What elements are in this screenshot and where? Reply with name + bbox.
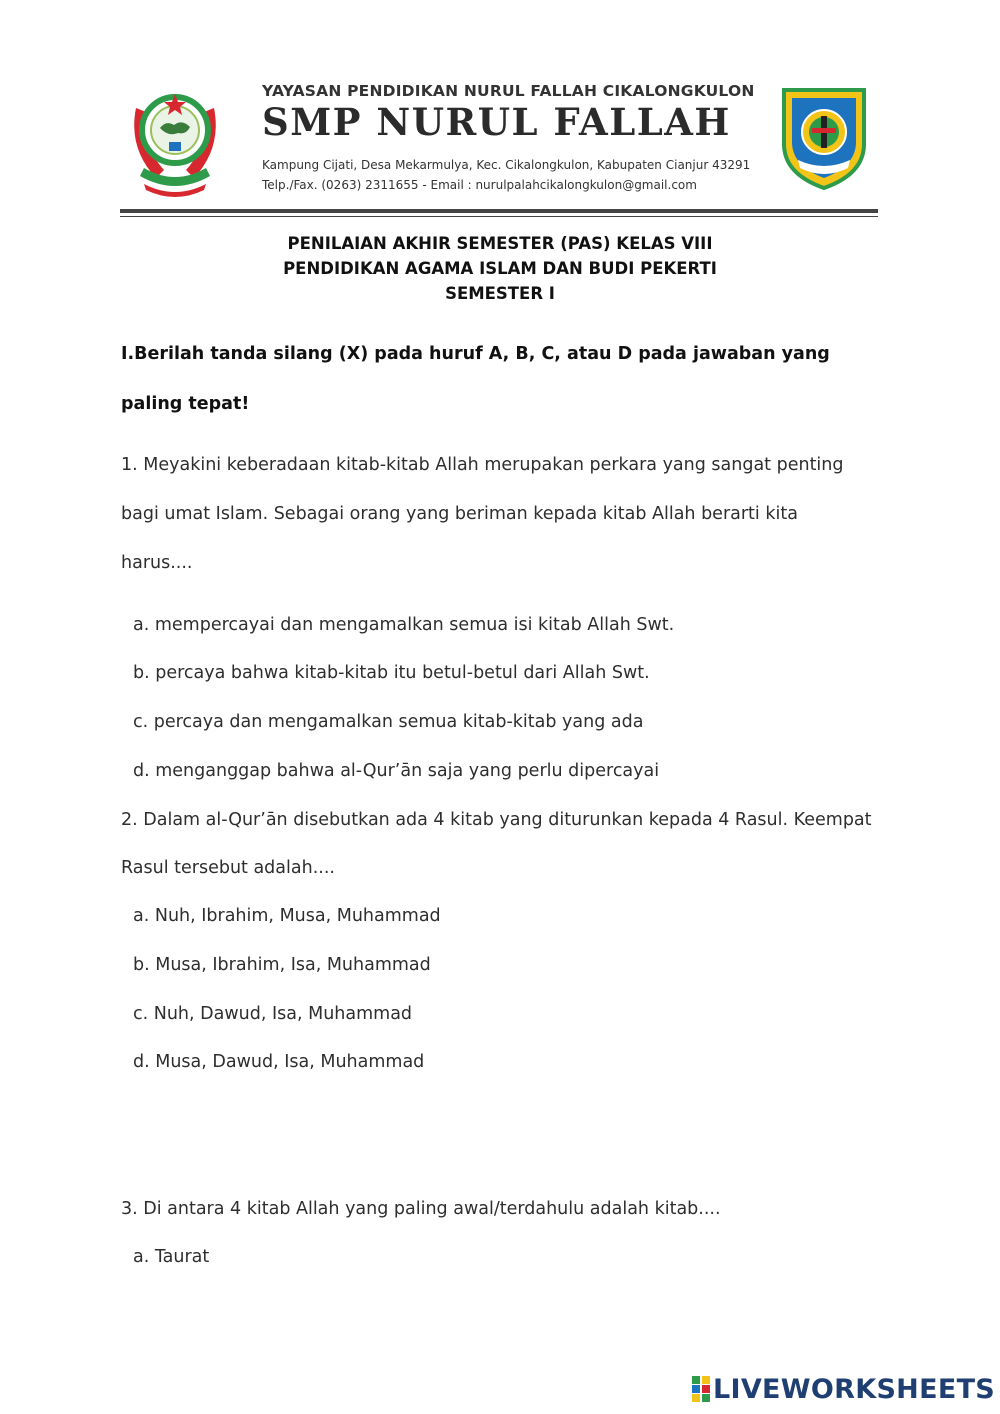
subject-title: PENDIDIKAN AGAMA ISLAM DAN BUDI PEKERTI	[283, 259, 717, 278]
question-3-option-a[interactable]: a. Taurat	[133, 1247, 210, 1267]
school-address: Kampung Cijati, Desa Mekarmulya, Kec. Cikalongkulon, Kabupaten Cianjur 43291	[262, 158, 751, 172]
question-2-option-d[interactable]: d. Musa, Dawud, Isa, Muhammad	[133, 1052, 425, 1072]
liveworksheets-text: LIVEWORKSHEETS	[713, 1373, 996, 1405]
question-1-text: harus....	[121, 553, 193, 573]
school-logo	[776, 82, 872, 192]
foundation-logo	[126, 78, 224, 198]
school-contact: Telp./Fax. (0263) 2311655 - Email : nurulpalahcikalongkulon@gmail.com	[262, 178, 697, 192]
question-2-option-c[interactable]: c. Nuh, Dawud, Isa, Muhammad	[133, 1004, 413, 1024]
liveworksheets-brand	[692, 1373, 995, 1405]
instruction-line: paling tepat!	[121, 394, 250, 414]
school-name: SMP NURUL FALLAH	[262, 100, 731, 144]
question-1-option-c[interactable]: c. percaya dan mengamalkan semua kitab-kitab yang ada	[133, 712, 644, 732]
semester-title: SEMESTER I	[445, 284, 555, 303]
instruction-line: I.Berilah tanda silang (X) pada huruf A, B, C, atau D pada jawaban yang	[121, 344, 830, 364]
question-2-text: 2. Dalam al-Qur’ān disebutkan ada 4 kitab yang diturunkan kepada 4 Rasul. Keempat	[121, 810, 872, 830]
liveworksheets-logo-icon	[692, 1376, 710, 1402]
question-2-option-b[interactable]: b. Musa, Ibrahim, Isa, Muhammad	[133, 955, 431, 975]
question-1-text: 1. Meyakini keberadaan kitab-kitab Allah merupakan perkara yang sangat penting	[121, 455, 844, 475]
question-1-option-d[interactable]: d. menganggap bahwa al-Qur’ān saja yang perlu dipercayai	[133, 761, 660, 781]
question-2-option-a[interactable]: a. Nuh, Ibrahim, Musa, Muhammad	[133, 906, 441, 926]
letterhead-rule-thin	[120, 216, 878, 217]
exam-title: PENILAIAN AKHIR SEMESTER (PAS) KELAS VIII	[287, 234, 713, 253]
question-3-text: 3. Di antara 4 kitab Allah yang paling awal/terdahulu adalah kitab....	[121, 1199, 721, 1219]
foundation-name: YAYASAN PENDIDIKAN NURUL FALLAH CIKALONGKULON	[262, 82, 755, 100]
question-1-option-a[interactable]: a. mempercayai dan mengamalkan semua isi kitab Allah Swt.	[133, 615, 675, 635]
question-2-text: Rasul tersebut adalah....	[121, 858, 335, 878]
question-1-option-b[interactable]: b. percaya bahwa kitab-kitab itu betul-betul dari Allah Swt.	[133, 663, 650, 683]
letterhead-rule-thick	[120, 209, 878, 213]
question-1-text: bagi umat Islam. Sebagai orang yang beriman kepada kitab Allah berarti kita	[121, 504, 798, 524]
